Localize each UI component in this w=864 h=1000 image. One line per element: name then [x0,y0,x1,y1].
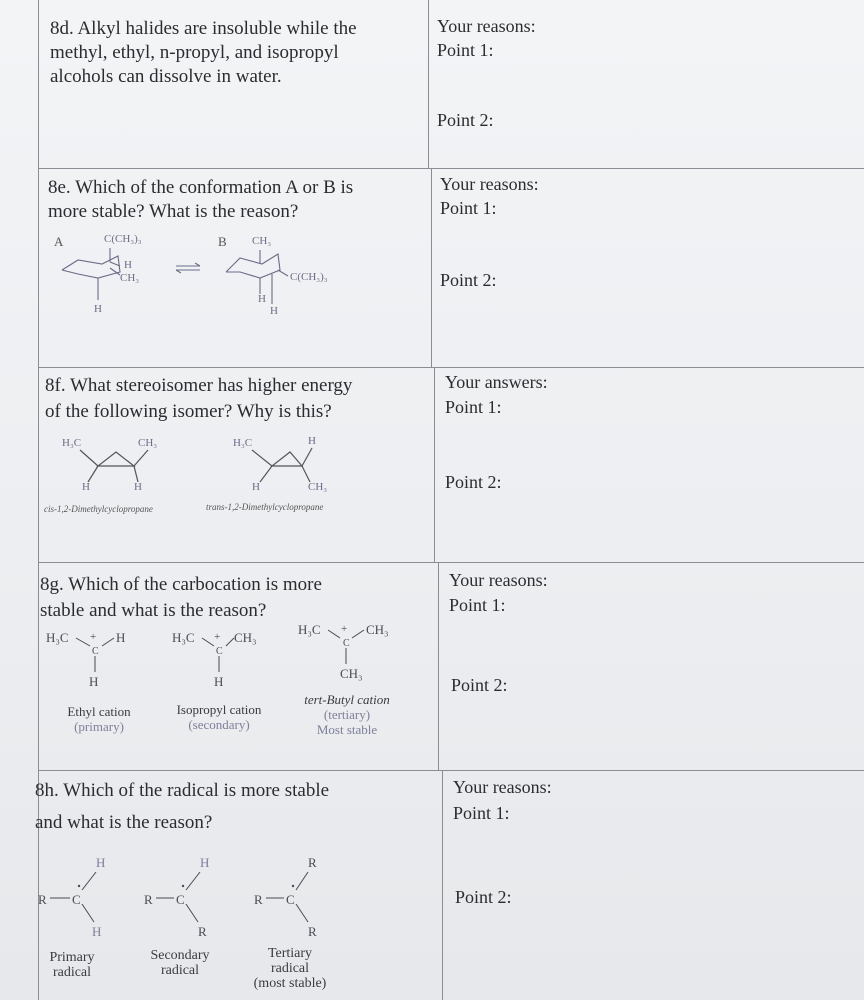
row-divider [38,367,864,368]
ethyl-cation-class: (primary) [74,719,124,734]
tertiary-top: R [308,855,317,870]
methyl-substituent-b: CH₃ [252,235,272,247]
answer-8g-point-1: Point 1: [449,595,506,615]
primary-bottom: H [92,924,102,939]
secondary-bottom: R [198,924,207,939]
answer-8e-point-1: Point 1: [440,198,497,218]
primary-radical-name-1: Primary [49,950,95,965]
ethyl-plus: + [90,631,97,643]
isopropyl-left: H₃C [172,630,195,645]
answer-8d-heading: Your reasons: [437,16,536,36]
answer-8f-point-2: Point 2: [445,472,502,492]
methyl-substituent-a: CH₃ [120,272,140,284]
answer-8e-heading: Your reasons: [440,174,539,194]
h-label-b-1: H [258,293,266,305]
secondary-carbon: C [176,892,185,907]
tert-carbon: C [343,638,350,649]
primary-carbon: C [72,892,81,907]
answer-8e-point-2: Point 2: [440,270,497,290]
question-8f-line-2: of the following isomer? Why is this? [45,401,332,422]
tert-butyl-substituent-b: C(CH₃)₃ [290,271,328,283]
answer-8g-heading: Your reasons: [449,570,548,590]
column-divider [442,770,443,1000]
trans-h-label-2: H [252,481,260,493]
row-divider [38,562,864,563]
tert-butyl-cation-note: Most stable [316,722,378,737]
secondary-radical-name-1: Secondary [150,948,210,963]
conformer-b-label: B [218,234,227,249]
tert-butyl-cation-class: (tertiary) [323,707,371,722]
secondary-radical-caption [138,948,222,978]
isopropyl-right: CH₃ [234,630,257,645]
column-divider [428,0,429,168]
ethyl-cation-name: Ethyl cation [67,704,131,719]
cis-h-label-2: H [134,481,142,493]
radicals-figure [36,850,346,940]
column-divider [431,168,432,367]
isopropyl-carbon: C [216,646,223,657]
tertiary-radical-name-1: Tertiary [267,946,313,961]
answer-8h-heading: Your reasons: [453,777,552,797]
answer-8h-point-2: Point 2: [455,887,512,907]
conformer-a-label: A [54,234,64,249]
tertiary-radical-caption [240,946,340,991]
ethyl-left: H₃C [46,630,69,645]
cis-caption: cis-1,2-Dimethylcyclopropane [44,504,153,514]
tert-butyl-substituent-a: C(CH₃)₃ [104,233,142,245]
tert-butyl-cation-caption [288,692,406,737]
primary-left: R [38,892,47,907]
isopropyl-bottom: H [214,674,224,689]
ethyl-carbon: C [92,646,99,657]
trans-ch3-label: CH₃ [308,481,328,493]
secondary-top: H [200,855,210,870]
question-8g-line-1: 8g. Which of the carbocation is more [40,574,322,595]
answer-8f-heading: Your answers: [445,372,548,392]
axial-h-label: H [124,259,132,271]
row-divider [38,168,864,169]
tertiary-bottom: R [308,924,317,939]
question-8d-line-1: 8d. Alkyl halides are insoluble while the [50,18,357,39]
h-label-a: H [94,303,102,315]
question-8d-line-2: methyl, ethyl, n-propyl, and isopropyl [50,42,339,63]
carbocations-figure [40,620,420,690]
question-8f-line-1: 8f. What stereoisomer has higher energy [45,375,353,396]
question-8d-line-3: alcohols can dissolve in water. [50,66,282,87]
answer-8h-point-1: Point 1: [453,803,510,823]
column-divider [434,367,435,562]
primary-top: H [96,855,106,870]
answer-8d-point-1: Point 1: [437,40,494,60]
ethyl-bottom: H [89,674,99,689]
trans-h-label: H [308,435,316,447]
ethyl-right: H [116,630,126,645]
isopropyl-cation-class: (secondary) [188,717,250,732]
isopropyl-cation-caption [160,702,278,732]
cis-ch3-label: CH₃ [138,437,158,449]
isopropyl-cation-name: Isopropyl cation [176,702,262,717]
answer-8d-point-2: Point 2: [437,110,494,130]
primary-radical-name-2: radical [52,965,92,980]
trans-caption: trans-1,2-Dimethylcyclopropane [206,502,324,512]
tert-left: H₃C [298,622,321,637]
question-8h-line-2: and what is the reason? [35,812,213,833]
tert-right: CH₃ [366,622,389,637]
cis-h-label-1: H [82,481,90,493]
question-8e-line-1: 8e. Which of the conformation A or B is [48,177,354,198]
primary-radical-caption [34,950,110,980]
tertiary-radical-note: (most stable) [253,976,327,991]
trans-h3c-label: H₃C [233,437,253,449]
secondary-left: R [144,892,153,907]
secondary-radical-name-2: radical [160,963,200,978]
row-divider [38,770,864,771]
column-divider [438,562,439,770]
tert-bottom: CH₃ [340,666,363,681]
question-8h-line-1: 8h. Which of the radical is more stable [35,780,330,801]
answer-8f-point-1: Point 1: [445,397,502,417]
tert-plus: + [341,623,348,635]
tertiary-carbon: C [286,892,295,907]
tert-butyl-cation-name: tert-Butyl cation [304,692,390,707]
ethyl-cation-caption [44,704,154,734]
cis-h3c-label: H₃C [62,437,82,449]
tertiary-left: R [254,892,263,907]
h-label-b-2: H [270,305,278,317]
dimethylcyclopropane-figure [40,428,380,518]
isopropyl-plus: + [214,631,221,643]
question-8g-line-2: stable and what is the reason? [40,600,267,621]
tertiary-radical-name-2: radical [270,961,310,976]
cyclohexane-conformations-figure [50,228,390,328]
question-8e-line-2: more stable? What is the reason? [48,201,299,222]
answer-8g-point-2: Point 2: [451,675,508,695]
